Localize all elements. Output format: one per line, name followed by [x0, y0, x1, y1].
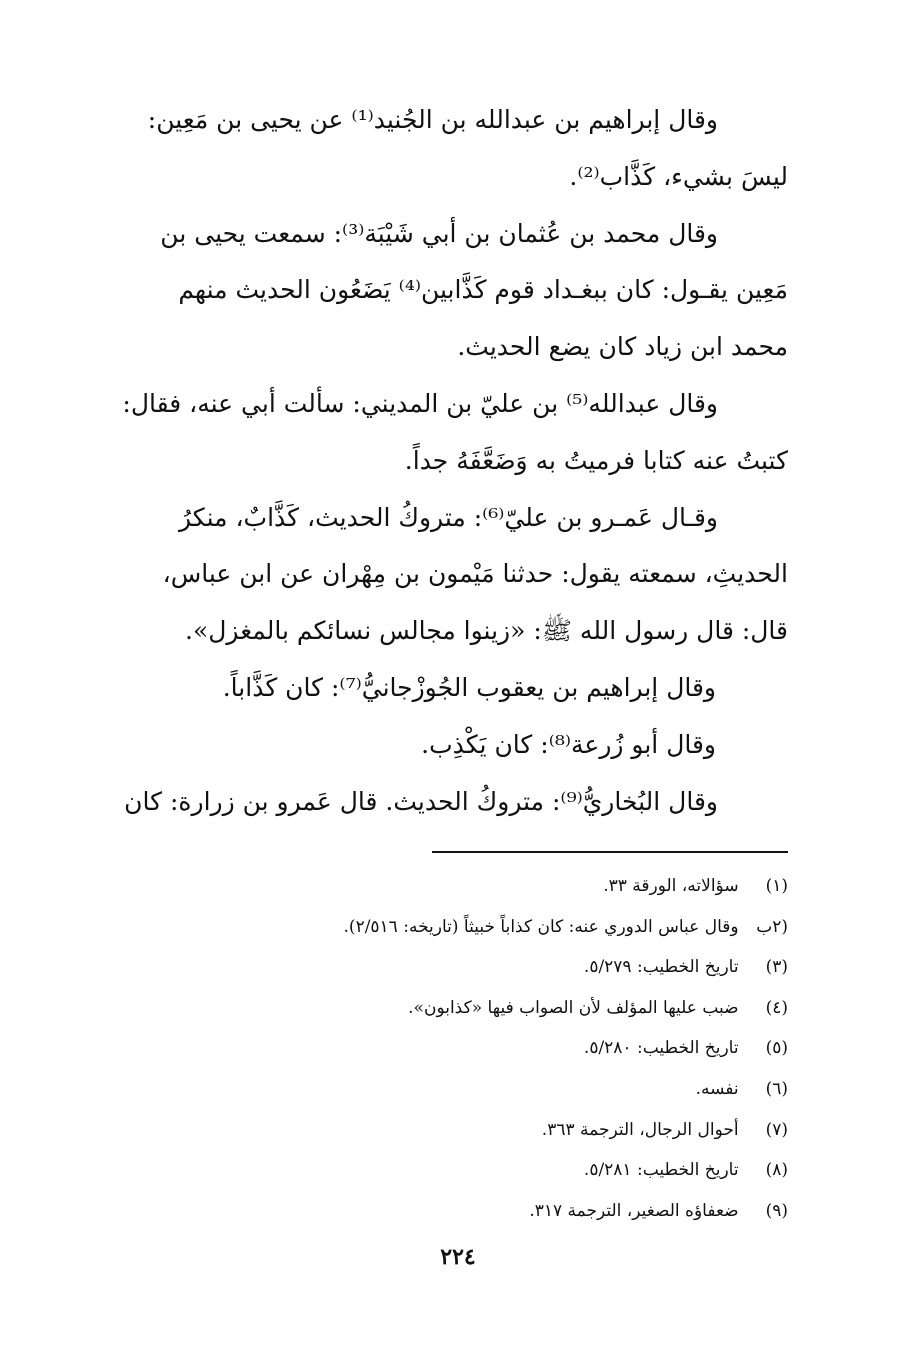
footnote: [188, 866, 788, 907]
footnote: [188, 907, 788, 948]
footnote-text: نفسه.: [695, 1078, 739, 1099]
footnote: [188, 1028, 788, 1069]
text-line: وقال أبو زُرعة⁽⁸⁾: كان يَكْذِب.: [421, 729, 716, 759]
footnote: [188, 988, 788, 1029]
footnote-text: ضعفاؤه الصغير، الترجمة ٣١٧.: [529, 1200, 739, 1221]
text-line: ليسَ بشيء، كَذَّاب⁽²⁾.: [569, 161, 788, 191]
footnote-text: وقال عباس الدوري عنه: كان كذاباً خبيثاً (تاريخه: ٢/٥١٦).: [343, 916, 739, 937]
footnote-text: تاريخ الخطيب: ٥/٢٧٩.: [583, 957, 739, 978]
footnote-text: أحوال الرجال، الترجمة ٣٦٣.: [541, 1119, 739, 1140]
text-line: وقال البُخاريُّ⁽⁹⁾: متروكُ الحديث. قال عَمرو بن زرارة: كان: [124, 786, 718, 816]
text-line: قال: قال رسول الله ﷺ: «زينوا مجالس نسائكم بالمغزل».: [185, 616, 788, 646]
footnote-number: (٥): [765, 1038, 788, 1059]
text-line: وقال إبراهيم بن عبدالله بن الجُنيد⁽¹⁾ عن يحيى بن مَعِين:: [147, 105, 718, 134]
footnote-text: تاريخ الخطيب: ٥/٢٨١.: [583, 1160, 739, 1181]
footnote: [188, 1069, 788, 1110]
footnote-divider: [432, 851, 788, 853]
footnote-text: سؤالاته، الورقة ٣٣.: [603, 876, 739, 896]
footnote-number: (٧): [765, 1119, 788, 1140]
footnote-text: تاريخ الخطيب: ٥/٢٨٠.: [583, 1038, 739, 1059]
footnotes: [188, 866, 788, 1231]
text-line: الحديثِ، سمعته يقول: حدثنا مَيْمون بن مِهْران عن ابن عباس،: [162, 559, 788, 589]
main-text: [80, 92, 788, 830]
footnote: [188, 947, 788, 988]
footnote: [188, 1150, 788, 1191]
text-line: وقال إبراهيم بن يعقوب الجُوزْجانيُّ⁽⁷⁾: كان كَذَّاباً.: [222, 672, 716, 702]
footnote-number: (١): [765, 876, 788, 896]
footnote-number: (٦): [765, 1078, 788, 1099]
text-line: مَعِين يقـول: كان ببغـداد قوم كَذَّابين⁽⁴⁾ يَضَعُون الحديث منهم: [178, 275, 788, 305]
footnote: [188, 1110, 788, 1151]
text-line: وقـال عَمـرو بن عليّ⁽⁶⁾: متروكُ الحديث، كَذَّابٌ، منكرُ: [179, 502, 718, 532]
footnote-number: (٣): [765, 957, 788, 978]
footnote-number: (٨): [765, 1160, 788, 1181]
text-line: كتبتُ عنه كتابا فرميتُ به وَضَعَّفَهُ جداً.: [404, 445, 788, 475]
footnote-text: ضبب عليها المؤلف لأن الصواب فيها «كذابون».: [408, 997, 739, 1018]
text-line: وقال محمد بن عُثمان بن أبي شَيْبَة⁽³⁾: سمعت يحيى بن: [160, 218, 718, 248]
page-number: ٢٢٤: [440, 1244, 476, 1270]
text-line: محمد ابن زياد كان يضع الحديث.: [457, 332, 788, 362]
footnote-number: (٢ب: [756, 916, 788, 937]
text-line: وقال عبدالله⁽⁵⁾ بن عليّ بن المديني: سألت أبي عنه، فقال:: [122, 388, 718, 418]
footnote-number: (٩): [765, 1200, 788, 1221]
footnote-number: (٤): [765, 997, 788, 1018]
footnote: [188, 1191, 788, 1232]
